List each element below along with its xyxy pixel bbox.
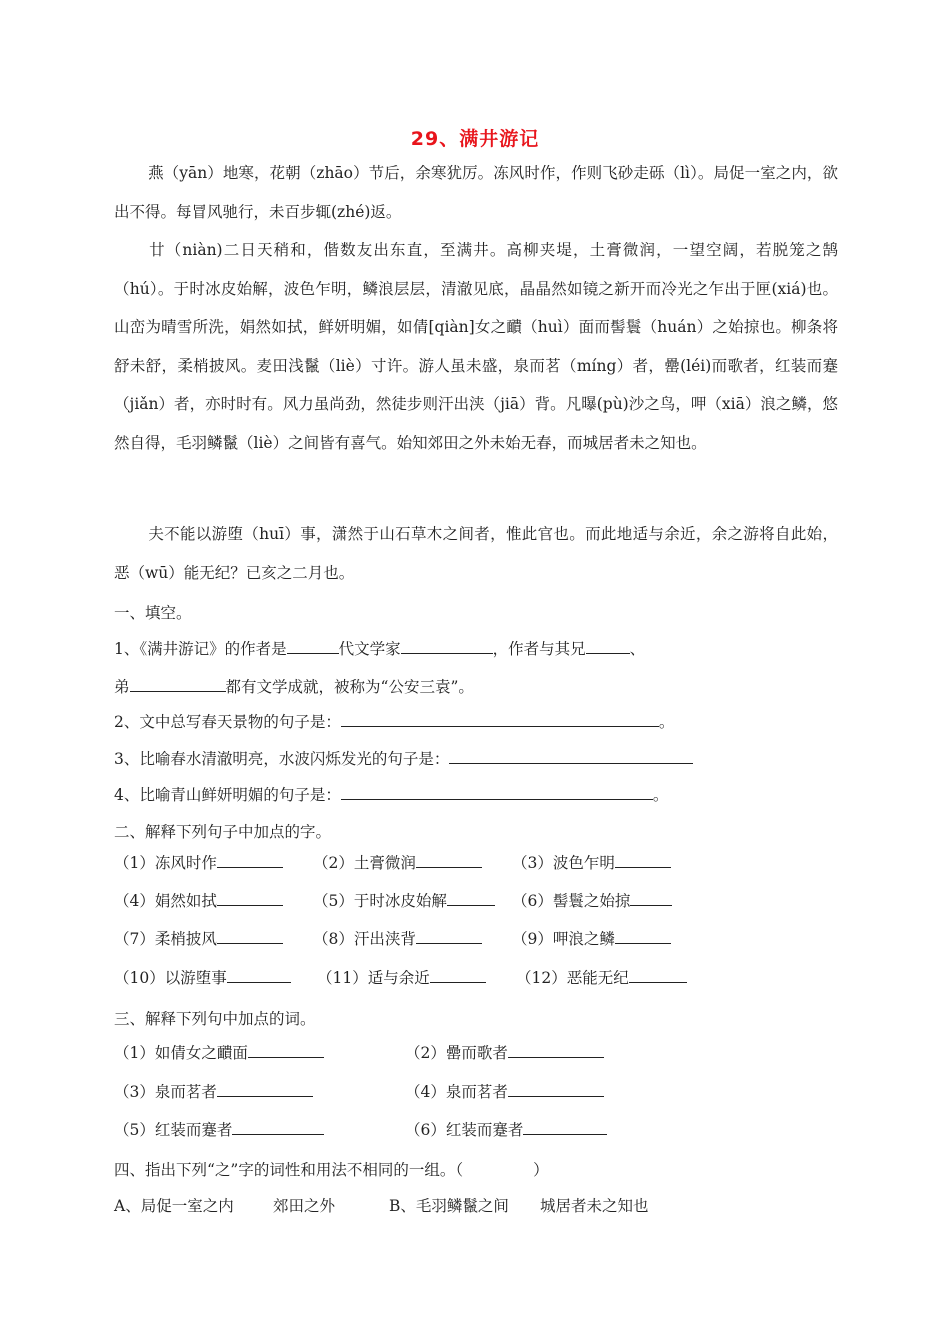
paragraph-2	[114, 231, 838, 462]
question-3: 3、比喻春水清澈明亮，水波闪烁发光的句子是：	[114, 747, 693, 769]
option-a-second: 郊田之外	[273, 1197, 336, 1215]
answer-blank[interactable]	[449, 749, 693, 764]
section2-heading: 二、解释下列句子中加点的字。	[114, 823, 332, 841]
section2-item: （3）波色乍明	[512, 851, 671, 873]
answer-blank[interactable]	[508, 1043, 604, 1058]
section2-item: （4）娟然如拭	[114, 889, 283, 911]
paragraph-3-text: 夫不能以游堕（huī）事，潇然于山石草木之间者，惟此官也。而此地适与余近，余之游将自此始，恶（wū）能无纪？已亥之二月也。	[114, 525, 838, 582]
answer-blank[interactable]	[232, 1120, 324, 1135]
answer-blank[interactable]	[217, 929, 283, 944]
section2-item: （7）柔梢披风	[114, 927, 283, 949]
answer-blank[interactable]	[430, 968, 486, 983]
section2-item: （1）冻风时作	[114, 851, 283, 873]
answer-blank[interactable]	[227, 968, 291, 983]
answer-blank[interactable]	[615, 853, 671, 868]
answer-blank[interactable]	[217, 853, 283, 868]
answer-blank[interactable]	[248, 1043, 324, 1058]
section3-item: （6）红装而蹇者	[405, 1118, 607, 1140]
answer-blank[interactable]	[629, 968, 687, 983]
answer-blank[interactable]	[341, 712, 659, 727]
question-1-line1: 1、《满井游记》的作者是 代文学家 ，作者与其兄 、	[114, 640, 646, 658]
answer-blank[interactable]	[217, 891, 283, 906]
option-b-second: 城居者未之知也	[540, 1197, 649, 1215]
section2-item: （5）于时冰皮始解	[313, 889, 495, 911]
answer-blank[interactable]	[416, 929, 482, 944]
section3-item: （1）如倩女之靧面	[114, 1041, 324, 1063]
option-a: A、局促一室之内	[114, 1197, 234, 1215]
option-b: B、毛羽鳞鬣之间	[389, 1197, 509, 1215]
section2-item: （8）汗出浃背	[313, 927, 482, 949]
section1-heading: 一、填空。	[114, 604, 192, 622]
section2-item: （10）以游堕事	[114, 966, 291, 988]
section3-item: （3）泉而茗者	[114, 1080, 313, 1102]
question-4: 4、比喻青山鲜妍明媚的句子是： 。	[114, 786, 669, 804]
section2-item: （6）髻鬟之始掠	[512, 889, 672, 911]
section3-item: （2）罍而歌者	[405, 1041, 604, 1063]
answer-blank[interactable]	[615, 929, 671, 944]
answer-blank[interactable]	[217, 1082, 313, 1097]
section2-item: （12）恶能无纪	[516, 966, 687, 988]
section2-item: （2）土膏微润	[313, 851, 482, 873]
question-1-line2: 弟 都有文学成就，被称为“公安三袁”。	[114, 678, 474, 696]
section2-item: （9）呷浪之鳞	[512, 927, 671, 949]
answer-blank[interactable]	[508, 1082, 604, 1097]
answer-blank[interactable]	[287, 639, 339, 654]
section2-item: （11）适与余近	[317, 966, 486, 988]
paragraph-3	[114, 515, 838, 592]
answer-blank[interactable]	[130, 677, 226, 692]
answer-blank[interactable]	[447, 891, 495, 906]
section3-item: （5）红装而蹇者	[114, 1118, 324, 1140]
answer-blank[interactable]	[341, 785, 653, 800]
page-title: 29、满井游记	[410, 128, 540, 150]
question-2: 2、文中总写春天景物的句子是： 。	[114, 713, 675, 731]
paragraph-1-text: 燕（yān）地寒，花朝（zhāo）节后，余寒犹厉。冻风时作，作则飞砂走砾（lì）。局促一室之内，欲出不得。每冒风驰行，未百步辄(zhé)返。	[114, 164, 838, 221]
section3-heading: 三、解释下列句中加点的词。	[114, 1010, 316, 1028]
paragraph-1	[114, 154, 838, 231]
answer-blank[interactable]	[401, 639, 493, 654]
section4-heading: 四、指出下列“之”字的词性和用法不相同的一组。（ ）	[114, 1161, 549, 1179]
answer-blank[interactable]	[523, 1120, 607, 1135]
answer-blank[interactable]	[586, 639, 630, 654]
section3-item: （4）泉而茗者	[405, 1080, 604, 1102]
paragraph-2-text: 廿（niàn)二日天稍和，偕数友出东直，至满井。高柳夹堤，土膏微润，一望空阔，若脱笼之鹄（hú）。于时冰皮始解，波色乍明，鳞浪层层，清澈见底，晶晶然如镜之新开而冷光之乍出于匣(xiá)也。山峦为晴雪所洗，娟然如拭，鲜妍明媚，如倩[qiàn]女之靧（huì）面而髻鬟（huán）之始掠也。柳条将舒未舒，柔梢披风。麦田浅鬣（liè）寸许。游人虽未盛，泉而茗（míng）者，罍(léi)而歌者，红装而蹇（jiǎn）者，亦时时有。风力虽尚劲，然徒步则汗出浃（jiā）背。凡曝(pù)沙之鸟，呷（xiā）浪之鳞，悠然自得，毛羽鳞鬣（liè）之间皆有喜气。始知郊田之外未始无春，而城居者未之知也。	[114, 241, 838, 452]
answer-blank[interactable]	[416, 853, 482, 868]
answer-blank[interactable]	[630, 891, 672, 906]
